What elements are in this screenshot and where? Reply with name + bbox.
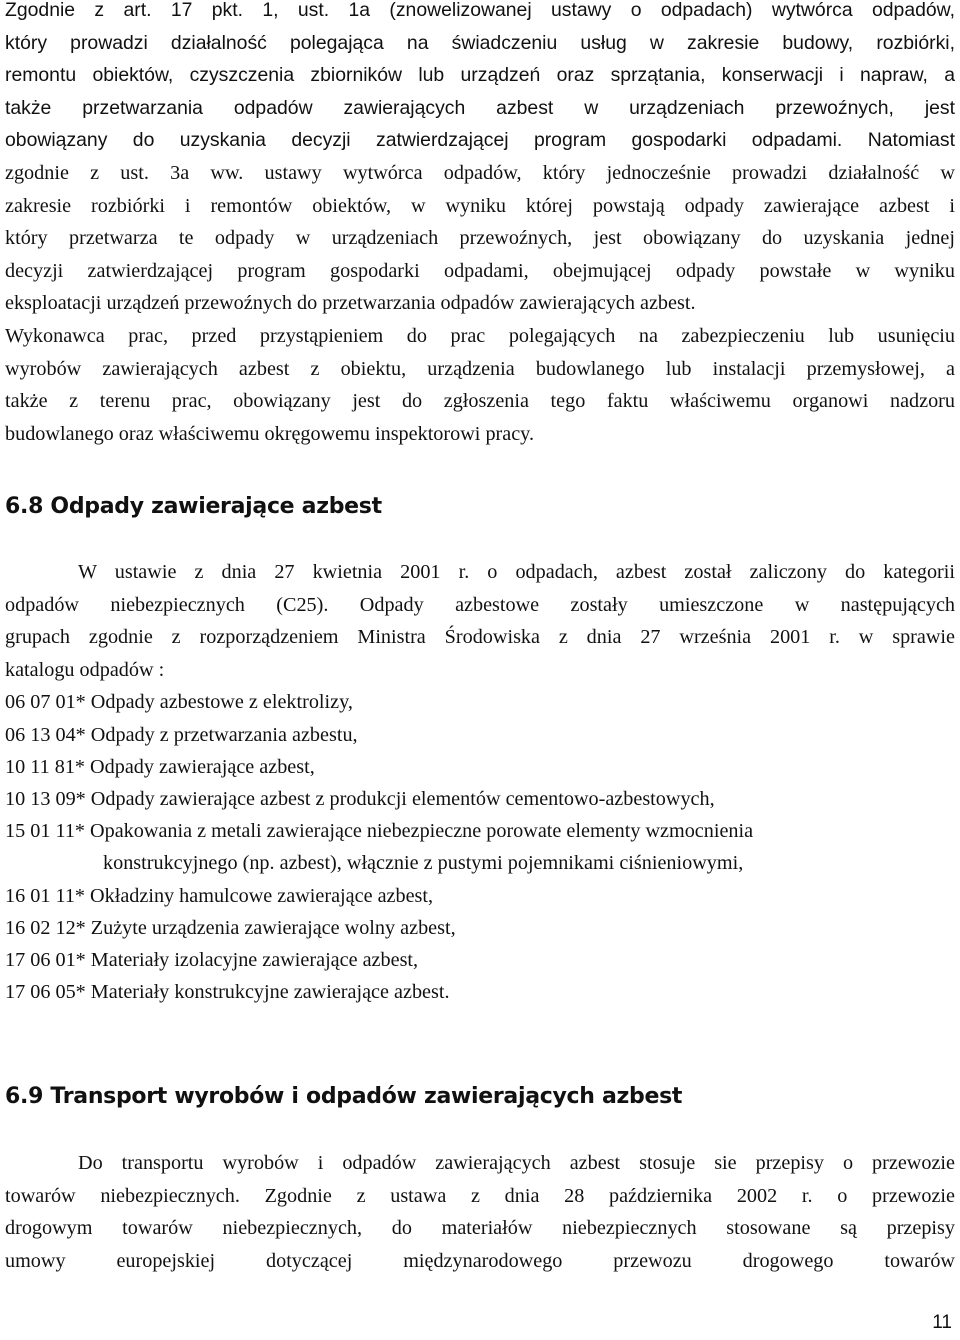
- catalog-item: [5, 815, 955, 879]
- catalog-item-text: 15 01 11* Opakowania z metali zawierające niebezpieczne porowate elementy wzmocnienia: [5, 820, 754, 843]
- paragraph-line: zakresie rozbiórki i remontów obiektów, w wyniku której powstają odpady zawierające azbest i: [5, 194, 955, 217]
- paragraph-line: Wykonawca prac, przed przystąpieniem do prac polegających na zabezpieczeniu lub usunięciu: [5, 324, 955, 347]
- paragraph-line: remontu obiektów, czyszczenia zbiorników lub urządzeń oraz sprzątania, konserwacji i napraw, a: [5, 64, 955, 87]
- catalog-item: [5, 719, 955, 751]
- page-number: 11: [932, 1312, 952, 1333]
- paragraph-line: który prowadzi działalność polegająca na świadczeniu usług w zakresie budowy, rozbiórki,: [5, 31, 955, 54]
- contractor-paragraph: [5, 320, 955, 450]
- catalog-item: [5, 783, 955, 815]
- paragraph-line: także z terenu prac, obowiązany jest do zgłoszenia tego faktu właściwemu organowi nadzoru: [5, 390, 955, 413]
- section-6-9-body: [5, 1147, 955, 1277]
- catalog-item: [5, 944, 955, 976]
- catalog-item-text: 16 01 11* Okładziny hamulcowe zawierające azbest,: [5, 884, 434, 907]
- section-heading: 6.8 Odpady zawierające azbest: [5, 494, 382, 519]
- catalog-item-text: 06 13 04* Odpady z przetwarzania azbestu,: [5, 723, 358, 746]
- catalog-item: [5, 976, 955, 1008]
- paragraph-line: budowlanego oraz właściwemu okręgowemu inspektorowi pracy.: [5, 422, 535, 445]
- catalog-item-continuation: konstrukcyjnego (np. azbest), włącznie z pustymi pojemnikami ciśnieniowymi,: [103, 852, 744, 875]
- catalog-item: [5, 686, 955, 718]
- catalog-item-text: 17 06 05* Materiały konstrukcyjne zawierające azbest.: [5, 981, 450, 1004]
- paragraph-line: eksploatacji urządzeń przewoźnych do przetwarzania odpadów zawierających azbest.: [5, 292, 696, 315]
- paragraph-line: który przetwarza te odpady w urządzeniach przewoźnych, jest obowiązany do uzyskania jednej: [5, 227, 955, 250]
- catalog-item: [5, 912, 955, 944]
- catalog-item-text: 17 06 01* Materiały izolacyjne zawierające azbest,: [5, 949, 419, 971]
- paragraph-line: zgodnie z ust. 3a ww. ustawy wytwórca odpadów, który jednocześnie prowadzi działalność w: [5, 161, 955, 184]
- section-6-8-body: [5, 556, 955, 1008]
- paragraph-line: obowiązany do uzyskania decyzji zatwierdzającej program gospodarki odpadami. Natomiast: [5, 129, 955, 152]
- paragraph-line: decyzji zatwierdzającej program gospodarki odpadami, obejmującej odpady powstałe w wyniku: [5, 259, 955, 282]
- catalog-item: [5, 751, 955, 783]
- paragraph-line: W ustawie z dnia 27 kwietnia 2001 r. o odpadach, azbest został zaliczony do kategorii: [78, 561, 955, 583]
- catalog-item: [5, 880, 955, 912]
- paragraph-line: katalogu odpadów :: [5, 658, 165, 681]
- paragraph-line: umowy europejskiej dotyczącej międzynarodowego przewozu drogowego towarów: [5, 1249, 955, 1272]
- paragraph-line: Do transportu wyrobów i odpadów zawierających azbest stosuje sie przepisy o przewozie: [78, 1152, 955, 1174]
- section-heading: 6.9 Transport wyrobów i odpadów zawierających azbest: [5, 1084, 683, 1109]
- paragraph-line: Zgodnie z art. 17 pkt. 1, ust. 1a (znowelizowanej ustawy o odpadach) wytwórca odpadów,: [5, 0, 955, 21]
- paragraph-line: odpadów niebezpiecznych (C25). Odpady azbestowe zostały umieszczone w następujących: [5, 593, 955, 616]
- catalog-item-text: 10 11 81* Odpady zawierające azbest,: [5, 755, 315, 778]
- paragraph-line: drogowym towarów niebezpiecznych, do materiałów niebezpiecznych stosowane są przepisy: [5, 1217, 955, 1240]
- section-paragraph: [5, 1147, 955, 1277]
- intro-paragraph: [5, 0, 955, 450]
- section-paragraph: [5, 556, 955, 686]
- paragraph-line: wyrobów zawierających azbest z obiektu, urządzenia budowlanego lub instalacji przemysłowej, a: [5, 357, 955, 380]
- catalog-item-text: 10 13 09* Odpady zawierające azbest z produkcji elementów cementowo-azbestowych,: [5, 787, 715, 810]
- paragraph-line: grupach zgodnie z rozporządzeniem Ministra Środowiska z dnia 27 września 2001 r. w sprawie: [5, 626, 955, 649]
- paragraph-line: także przetwarzania odpadów zawierających azbest w urządzeniach przewoźnych, jest: [5, 96, 955, 119]
- catalog-item-text: 06 07 01* Odpady azbestowe z elektrolizy,: [5, 691, 353, 714]
- paragraph-line: towarów niebezpiecznych. Zgodnie z ustawa z dnia 28 października 2002 r. o przewozie: [5, 1184, 955, 1207]
- waste-catalog-list: [5, 686, 955, 1008]
- catalog-item-text: 16 02 12* Zużyte urządzenia zawierające wolny azbest,: [5, 916, 456, 939]
